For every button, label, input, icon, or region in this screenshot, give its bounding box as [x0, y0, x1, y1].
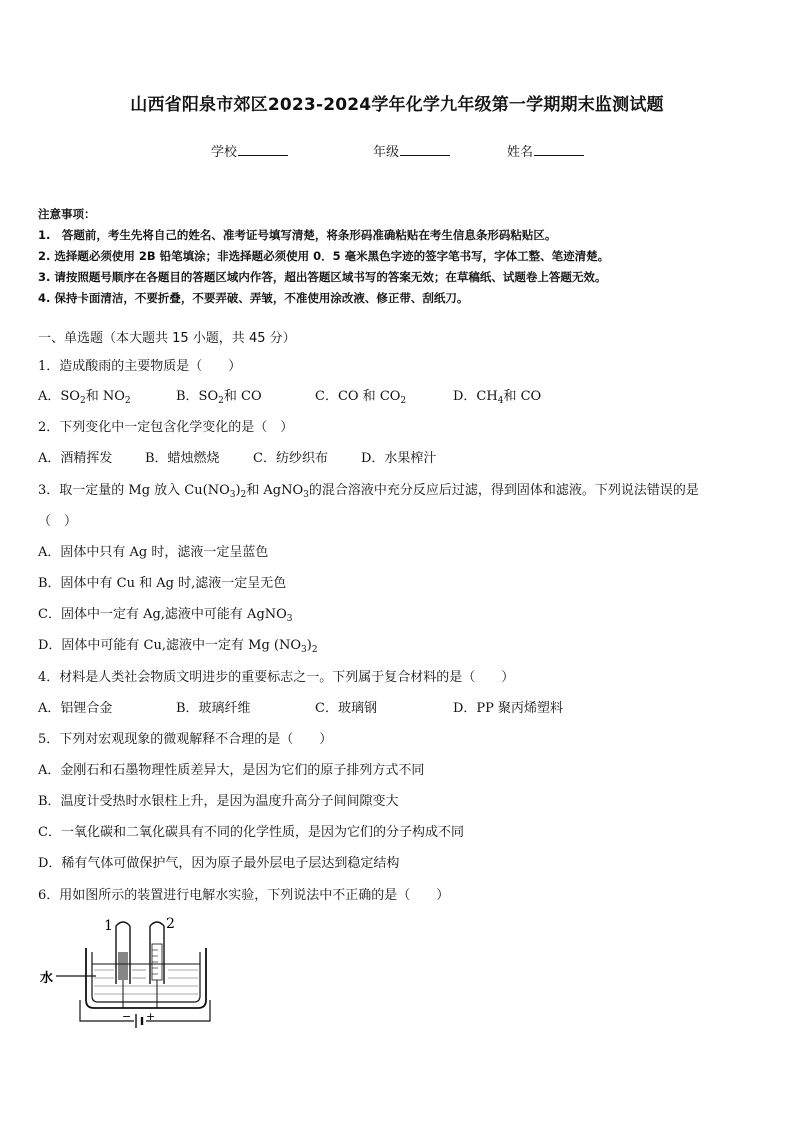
circuit-wire	[80, 1000, 210, 1021]
q2-option-b[interactable]: B．蜡烛燃烧	[145, 451, 220, 466]
tube-1-label: 1	[104, 918, 113, 934]
q5-option-a[interactable]: A．金刚石和石墨物理性质差异大，是因为它们的原子排列方式不同	[38, 763, 425, 778]
question-5-stem: 5．下列对宏观现象的微观解释不合理的是（ ）	[38, 732, 333, 747]
exam-title: 山西省阳泉市郊区2023-2024学年化学九年级第一学期期末监测试题	[130, 95, 664, 115]
notes-item: 4. 保持卡面清洁，不要折叠，不要弄破、弄皱，不准使用涂改液、修正带、刮纸刀。	[38, 291, 469, 305]
school-label: 学校	[211, 145, 238, 160]
battery-plus-label: +	[146, 1010, 156, 1023]
battery-minus-label: −	[122, 1010, 132, 1023]
q5-option-c[interactable]: C．一氧化碳和二氧化碳具有不同的化学性质，是因为它们的分子构成不同	[38, 825, 464, 840]
q4-option-c[interactable]: C．玻璃钢	[315, 701, 377, 716]
water-hatching	[94, 970, 198, 994]
q3-option-a[interactable]: A．固体中只有 Ag 时，滤液一定呈蓝色	[38, 545, 269, 560]
tube-2-label: 2	[166, 916, 175, 932]
notes-item: 2. 选择题必须使用 2B 铅笔填涂；非选择题必须使用 0．5 毫米黑色字迹的签字笔书写，字体工整、笔迹清楚。	[38, 249, 610, 263]
q1-option-a[interactable]: A．$SO_2$和 $NO_2$	[38, 389, 131, 406]
notes-heading: 注意事项：	[38, 207, 96, 221]
q1-option-b[interactable]: B．$SO_2$和 CO	[176, 389, 262, 406]
q5-option-b[interactable]: B．温度计受热时水银柱上升，是因为温度升高分子间间隙变大	[38, 794, 399, 809]
q3-option-b[interactable]: B．固体中有 Cu 和 Ag 时,滤液一定呈无色	[38, 576, 287, 591]
tube-1-electrode	[118, 952, 128, 980]
notes-item: 1. 答题前，考生先将自己的姓名、准考证号填写清楚，将条形码准确粘贴在考生信息条形码粘贴区。	[38, 228, 557, 242]
question-3-stem-continued: （ ）	[38, 514, 78, 529]
name-label: 姓名	[507, 145, 534, 160]
grade-field[interactable]	[373, 141, 450, 160]
question-2-stem: 2．下列变化中一定包含化学变化的是（ ）	[38, 420, 294, 435]
q4-option-a[interactable]: A．铝锂合金	[38, 701, 113, 716]
grade-blank[interactable]	[400, 143, 450, 156]
notes-block	[38, 204, 758, 309]
q1-option-c[interactable]: C．CO 和 $CO_2$	[315, 389, 407, 406]
section-heading: 一、单选题（本大题共 15 小题，共 45 分）	[38, 331, 296, 346]
q2-option-c[interactable]: C．纺纱织布	[253, 451, 328, 466]
school-field[interactable]	[211, 141, 288, 160]
q5-option-d[interactable]: D．稀有气体可做保护气，因为原子最外层电子层达到稳定结构	[38, 856, 400, 871]
q1-option-d[interactable]: D．$CH_4$和 CO	[453, 389, 542, 406]
question-6-stem: 6．用如图所示的装置进行电解水实验，下列说法中不正确的是（ ）	[38, 888, 450, 903]
q4-option-b[interactable]: B．玻璃纤维	[176, 701, 251, 716]
q2-option-a[interactable]: A．酒精挥发	[38, 451, 113, 466]
grade-label: 年级	[373, 145, 400, 160]
q3-option-d[interactable]: D．固体中可能有 Cu,滤液中一定有 Mg $(NO_3)_2$	[38, 638, 318, 655]
notes-item: 3. 请按照题号顺序在各题目的答题区域内作答，超出答题区域书写的答案无效；在草稿纸、试题卷上答题无效。	[38, 270, 607, 284]
question-4-stem: 4．材料是人类社会物质文明进步的重要标志之一。下列属于复合材料的是（ ）	[38, 670, 515, 685]
water-label: 水	[40, 971, 54, 986]
question-3-stem: 3．取一定量的 Mg 放入 $Cu(NO_3)_2$和 AgNO$_3$的混合溶液中充分反应后过滤，得到固体和滤液。下列说法错误的是	[38, 483, 699, 500]
question-1-stem: 1．造成酸雨的主要物质是（ ）	[38, 359, 242, 374]
school-blank[interactable]	[238, 143, 288, 156]
name-blank[interactable]	[534, 143, 584, 156]
electrolysis-apparatus-figure	[40, 908, 220, 1033]
tube-2-gradations	[152, 950, 158, 974]
q3-option-c[interactable]: C．固体中一定有 Ag,滤液中可能有 AgNO$_3$	[38, 607, 293, 624]
q4-option-d[interactable]: D．PP 聚丙烯塑料	[453, 701, 564, 716]
trough-inner	[92, 952, 200, 1002]
name-field[interactable]	[507, 141, 584, 160]
q2-option-d[interactable]: D．水果榨汁	[361, 451, 437, 466]
